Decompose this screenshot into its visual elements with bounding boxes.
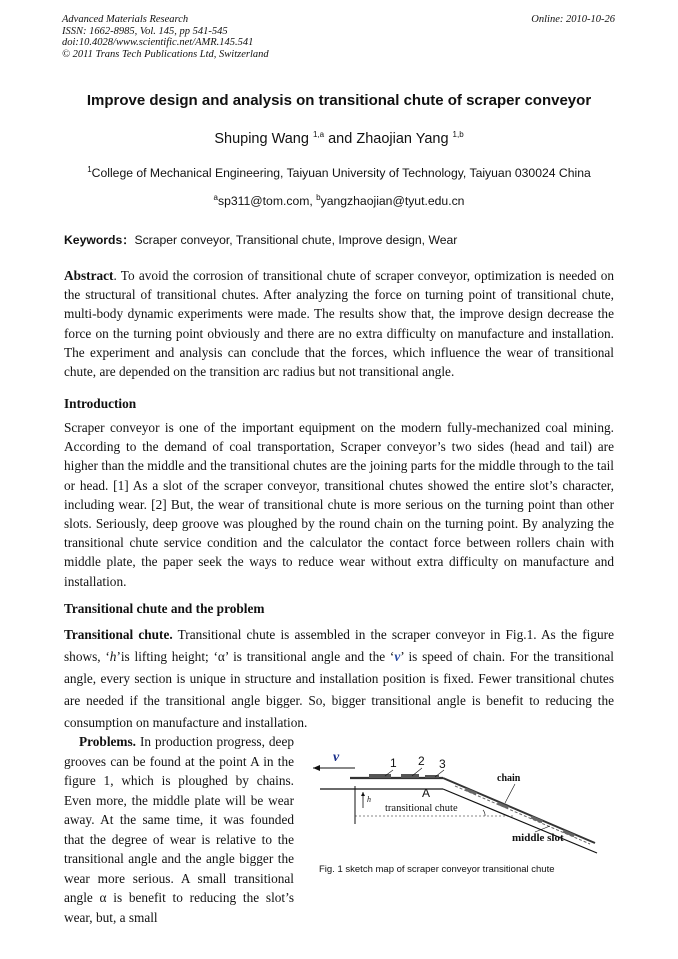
email-b-sup: b bbox=[316, 192, 321, 202]
figure-1-caption: Fig. 1 sketch map of scraper conveyor transitional chute bbox=[319, 864, 555, 875]
author-1-sup: 1,a bbox=[312, 130, 325, 140]
email-a-sup: a bbox=[213, 192, 218, 202]
section-heading-transitional-chute: Transitional chute and the problem bbox=[64, 601, 265, 616]
problems-text: In production progress, deep grooves can be found at the point A in the figure 1, which is ploughed by chains. Even more, the middle plate will be wear away. At the same time, it was founded that the degree of wear is relative to the transitional angle and the angle bigger the wear more serious. A small transitional angle α is benefit to reducing the slot’s wear, but, a small bbox=[64, 734, 294, 925]
keywords-text: Scraper conveyor, Transitional chute, Improve design, Wear bbox=[134, 233, 458, 247]
author-2: and Zhaojian Yang bbox=[328, 131, 449, 147]
para1-text-a: Transitional chute is assembled in the scraper conveyor in Fig.1. As the figure shows, ‘ bbox=[64, 627, 615, 664]
email-b[interactable]: yangzhaojian@tyut.edu.cn bbox=[320, 194, 465, 208]
fig-number-3: 3 bbox=[439, 757, 446, 771]
para1-text-b: ’is lifting height; ‘α’ is transitional angle and the ‘ bbox=[116, 649, 395, 664]
introduction-heading: Introduction bbox=[64, 396, 137, 411]
emails bbox=[0, 194, 678, 208]
scraper-2 bbox=[401, 774, 419, 778]
doi-line: doi:10.4028/www.scientific.net/AMR.145.541 bbox=[62, 37, 254, 48]
email-a[interactable]: sp311@tom.com, bbox=[217, 194, 313, 208]
chain-leader bbox=[505, 784, 515, 803]
velocity-arrowhead bbox=[313, 765, 320, 771]
fig-h-label: h bbox=[367, 795, 371, 804]
fig-transitional-chute-label: transitional chute bbox=[385, 803, 458, 814]
abstract-text: . To avoid the corrosion of transitional chute of scraper conveyor, optimization is needed on the structural of transitional chutes. After analyzing the force on turning point of transitional chute, multi-body dynamic experiments were made. The results show that, the improve design decrease the force on the turning point obviously and there are no extra difficulty on manufacture and installation. The experiment and analysis can conclude that the forces, which influence the wear of transitional chute, are depended on the transition arc radius but not transitional angle. bbox=[64, 268, 614, 380]
journal-name: Advanced Materials Research bbox=[62, 14, 189, 25]
h-arrowhead bbox=[361, 792, 365, 796]
fig-chain-label: chain bbox=[497, 773, 521, 784]
alpha-arc bbox=[483, 810, 485, 816]
figure-1 bbox=[305, 748, 615, 860]
affiliation-text: College of Mechanical Engineering, Taiyuan University of Technology, Taiyuan 030024 China bbox=[91, 166, 591, 180]
author-2-sup: 1,b bbox=[452, 130, 464, 140]
keywords bbox=[64, 231, 624, 248]
h-symbol: h bbox=[109, 649, 117, 664]
online-date: Online: 2010-10-26 bbox=[531, 14, 615, 25]
keywords-label: Keywords： bbox=[64, 233, 135, 247]
paper-title: Improve design and analysis on transitional chute of scraper conveyor bbox=[86, 92, 592, 109]
fig-number-2: 2 bbox=[418, 754, 425, 768]
authors bbox=[0, 131, 678, 147]
affiliation bbox=[0, 166, 678, 180]
scraper-1 bbox=[369, 774, 391, 778]
figure-1-sketch bbox=[305, 748, 615, 860]
affiliation-sup: 1 bbox=[87, 164, 92, 174]
fig-v-label: v bbox=[333, 750, 340, 765]
v-symbol: v bbox=[394, 649, 401, 664]
copyright-line: © 2011 Trans Tech Publications Ltd, Switzerland bbox=[62, 48, 269, 60]
transitional-chute-paragraph bbox=[64, 624, 614, 734]
fig-middle-slot-label: middle slot bbox=[512, 832, 564, 844]
abstract bbox=[64, 266, 614, 381]
fig-point-a: A bbox=[422, 786, 431, 800]
fig-number-1: 1 bbox=[390, 756, 397, 770]
introduction-text: Scraper conveyor is one of the important equipment on the modern fully-mechanized coal mining. According to the demand of coal transportation, Scraper conveyor’s two sides (head and tail) are higher than the middle and the transitional chutes are the joining parts for the middle through to the tail or head. [1] As a slot of the scraper conveyor, transitional chutes showed the entire slot’s character, including wear. [2] But, the wear of transitional chute is more serious on the turning point than other slots. Seriously, deep groove was ploughed by the round chain on the turning point. By analyzing the transitional chute service condition and the calculator the contact force between rollers chain with middle plate, the paper seek the ways to reduce wear without extra difficulty on manufacture and installation. bbox=[64, 420, 614, 589]
journal-header bbox=[62, 14, 382, 60]
transitional-chute-label: Transitional chute. bbox=[64, 627, 173, 642]
leader-3 bbox=[435, 770, 444, 777]
para1-text-c: ’ is speed of chain. For the transitional angle, every section is unique in structure and installation position is fixed. Fewer transitional chutes are needed if the transitional angle bigger. So, bigger transitional angle is benefit to reducing the consumption on manufacture and installation. bbox=[64, 649, 614, 730]
problems-label: Problems. bbox=[79, 734, 136, 749]
abstract-label: Abstract bbox=[64, 268, 114, 283]
author-1: Shuping Wang bbox=[214, 131, 309, 147]
issn-line: ISSN: 1662-8985, Vol. 145, pp 541-545 bbox=[62, 25, 228, 37]
problems-paragraph bbox=[64, 732, 294, 927]
